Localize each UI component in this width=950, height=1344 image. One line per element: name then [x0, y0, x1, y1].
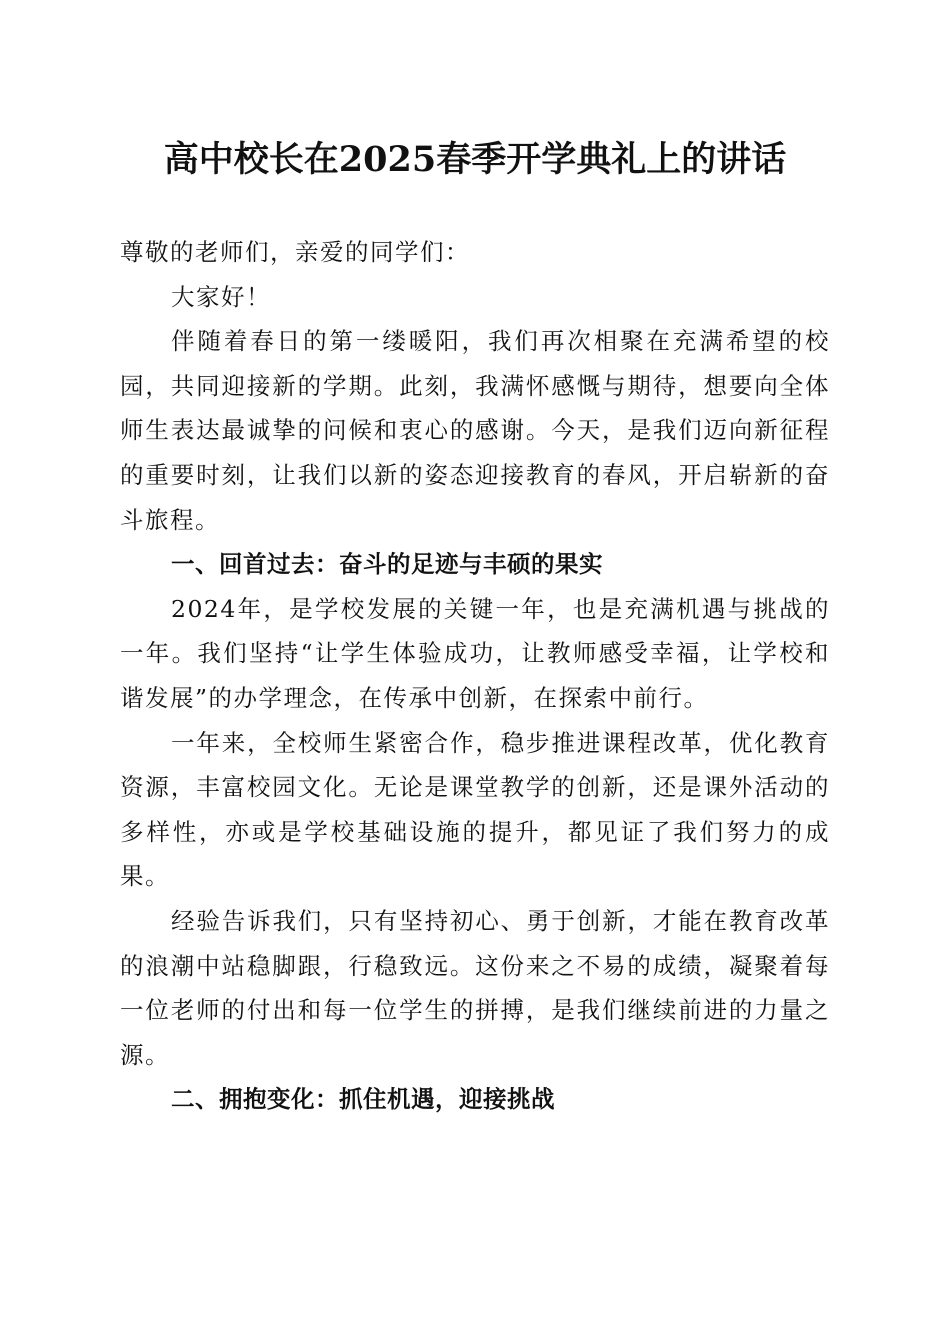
section1-paragraph-2: 一年来，全校师生紧密合作，稳步推进课程改革，优化教育资源，丰富校园文化。无论是课堂教学的创新，还是课外活动的多样性，亦或是学校基础设施的提升，都见证了我们努力的成果。 — [120, 728, 830, 891]
document-body — [120, 230, 830, 1122]
greeting: 大家好！ — [171, 282, 271, 311]
intro-paragraph: 伴随着春日的第一缕暖阳，我们再次相聚在充满希望的校园，共同迎接新的学期。此刻，我满怀感慨与期待，想要向全体师生表达最诚挚的问候和衷心的感谢。今天，是我们迈向新征程的重要时刻，让我们以新的姿态迎接教育的春风，开启崭新的奋斗旅程。 — [120, 327, 830, 534]
salutation: 尊敬的老师们，亲爱的同学们： — [120, 238, 470, 266]
document-title: 高中校长在2025春季开学典礼上的讲话 — [163, 139, 787, 180]
section1-paragraph-3: 经验告诉我们，只有坚持初心、勇于创新，才能在教育改革的浪潮中站稳脚跟，行稳致远。这份来之不易的成绩，凝聚着每一位老师的付出和每一位学生的拼搏，是我们继续前进的力量之源。 — [120, 906, 830, 1069]
section-heading-1: 一、回首过去：奋斗的足迹与丰硕的果实 — [171, 550, 603, 579]
section1-paragraph-1: 2024年，是学校发展的关键一年，也是充满机遇与挑战的一年。我们坚持“让学生体验成功，让教师感受幸福，让学校和谐发展”的办学理念，在传承中创新，在探索中前行。 — [120, 594, 830, 712]
section-heading-2: 二、拥抱变化：抓住机遇，迎接挑战 — [171, 1085, 555, 1114]
